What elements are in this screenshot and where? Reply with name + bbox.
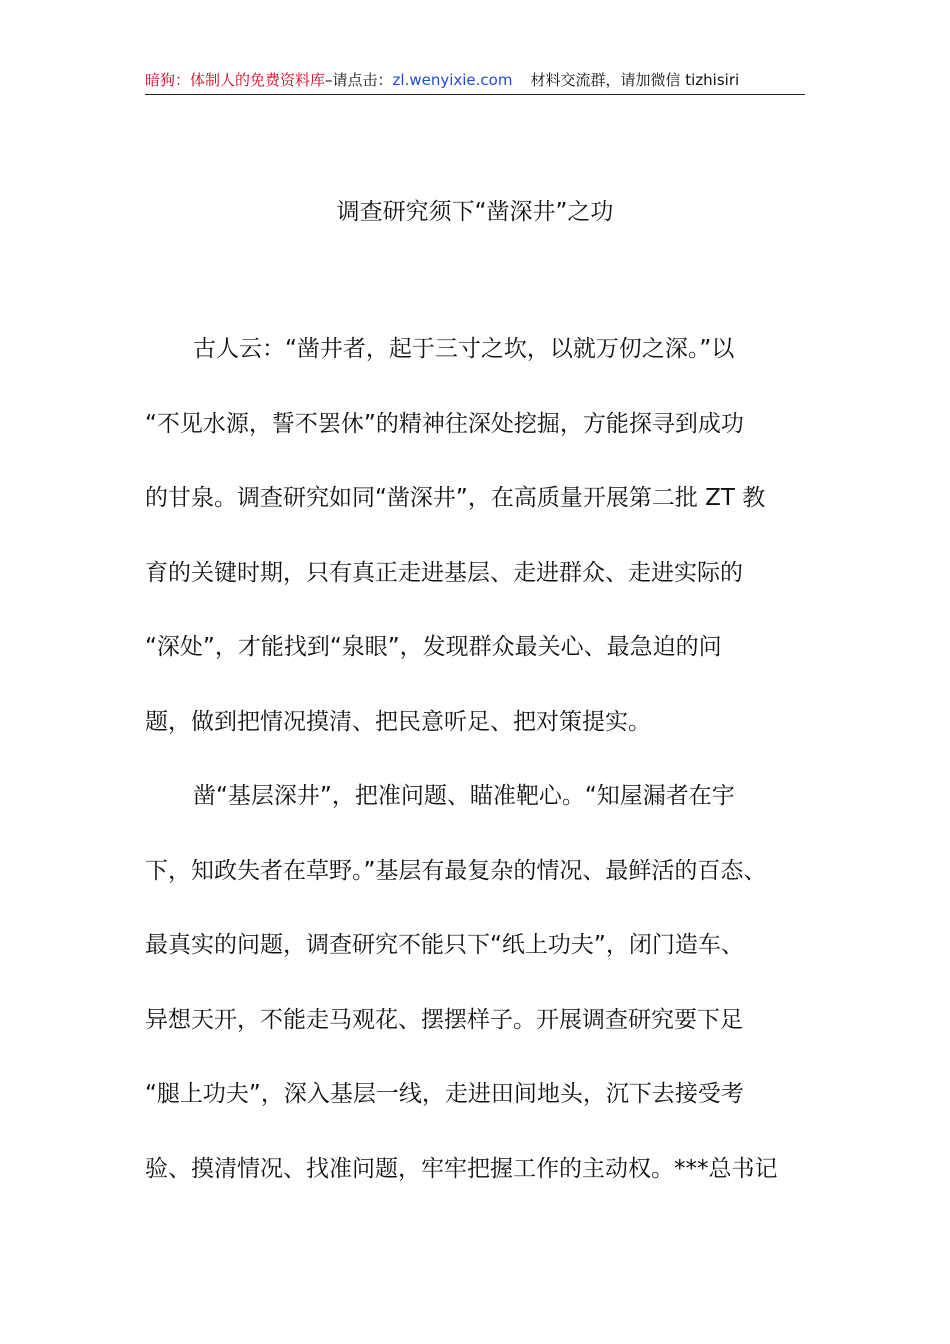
- header-prompt: –请点击：: [325, 71, 393, 89]
- header-brand: 暗狗：体制人的免费资料库: [145, 71, 326, 89]
- body-line: 异想天开，不能走马观花、摆摆样子。开展调查研究要下足: [145, 1006, 743, 1033]
- body-line: 题，做到把情况摸清、把民意听足、把对策提实。: [145, 708, 651, 735]
- body-line: “不见水源，誓不罢休”的精神往深处挖掘，方能探寻到成功: [145, 410, 744, 437]
- page-header: [145, 70, 805, 95]
- body-line: 古人云：“凿井者，起于三寸之坎，以就万仞之深。”以: [193, 336, 735, 362]
- header-url-link[interactable]: zl.wenyixie.com: [392, 71, 513, 89]
- body-line: 最真实的问题，调查研究不能只下“纸上功夫”，闭门造车、: [145, 932, 744, 958]
- document-body: [145, 327, 825, 1221]
- header-contact: 材料交流群，请加微信 tizhisiri: [530, 71, 740, 89]
- body-line: 育的关键时期，只有真正走进基层、走进群众、走进实际的: [145, 559, 743, 586]
- body-line: 的甘泉。调查研究如同“凿深井”，在高质量开展第二批 ZT 教: [145, 485, 766, 511]
- body-line: “深处”，才能找到“泉眼”，发现群众最关心、最急迫的问: [145, 634, 722, 660]
- body-line: 凿“基层深井”，把准问题、瞄准靶心。“知屋漏者在宇: [193, 783, 735, 809]
- body-line: 验、摸清情况、找准问题，牢牢把握工作的主动权。***总书记: [145, 1155, 778, 1182]
- document-title: 调查研究须下“凿深井”之功: [336, 199, 614, 225]
- body-line: “腿上功夫”，深入基层一线，走进田间地头，沉下去接受考: [145, 1081, 744, 1107]
- body-line: 下，知政失者在草野。”基层有最复杂的情况、最鲜活的百态、: [145, 857, 767, 884]
